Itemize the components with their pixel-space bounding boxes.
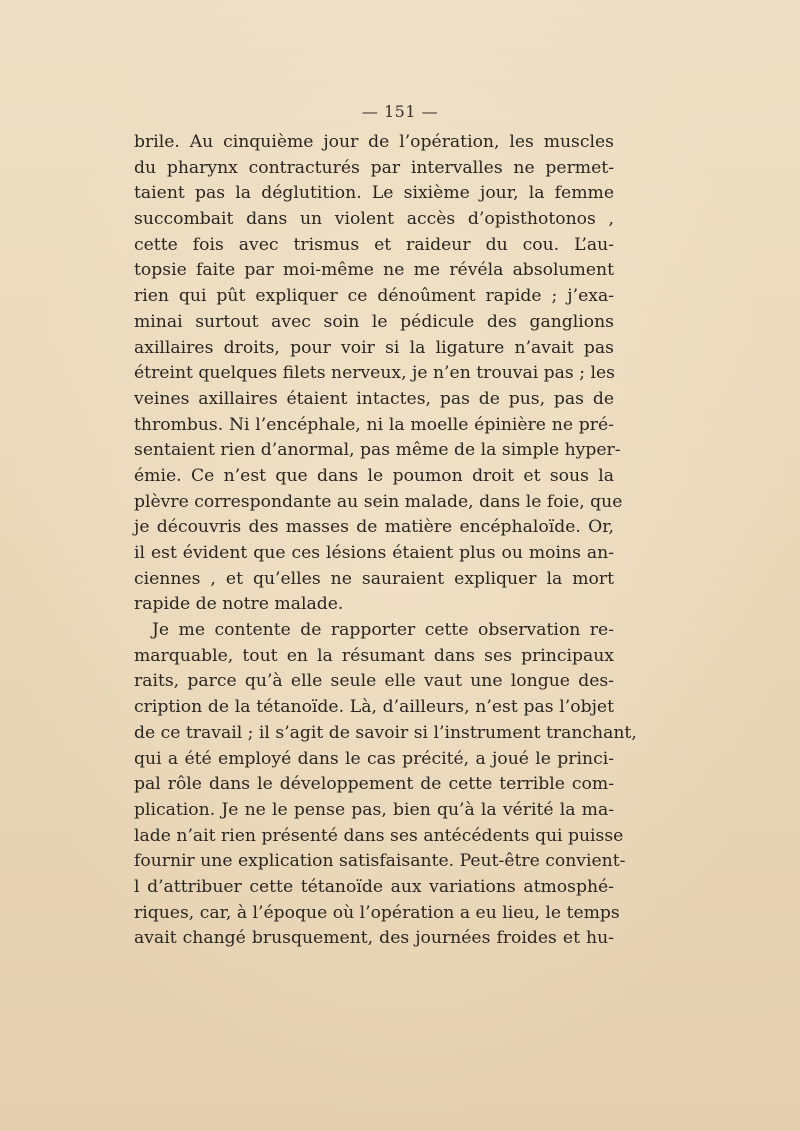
text-line: riques, car, à l’époque où l’opération a eu lieu, le temps (134, 902, 620, 923)
text-line: lade n’ait rien présenté dans ses antécédents qui puisse (134, 825, 624, 846)
text-line: rien qui pût expliquer ce dénoûment rapide ; j’exa- (134, 286, 614, 307)
text-line: ciennes , et qu’elles ne sauraient expliquer la mort (134, 568, 614, 589)
text-line: brile. Au cinquième jour de l’opération, les muscles (134, 132, 614, 152)
text-line: taient pas la déglutition. Le sixième jour, la femme (134, 183, 614, 204)
text-line: cette fois avec trismus et raideur du cou. L’au- (134, 234, 614, 255)
text-line: plèvre correspondante au sein malade, dans le foie, que (134, 491, 623, 512)
text-line: avait changé brusquement, des journées froides et hu- (134, 928, 614, 949)
page-number: — 151 — (361, 102, 439, 121)
text-line: émie. Ce n’est que dans le poumon droit et sous la (134, 465, 614, 486)
text-line: axillaires droits, pour voir si la ligature n’avait pas (134, 337, 614, 358)
text-line: de ce travail ; il s’agit de savoir si l’instrument tranchant, (134, 722, 637, 743)
text-line: Je me contente de rapporter cette observation re- (152, 620, 614, 641)
text-line: thrombus. Ni l’encéphale, ni la moelle épinière ne pré- (134, 414, 614, 435)
text-line: rapide de notre malade. (134, 594, 344, 615)
text-line: cription de la tétanoïde. Là, d’ailleurs, n’est pas l’objet (134, 697, 614, 718)
text-line: minai surtout avec soin le pédicule des ganglions (134, 311, 614, 332)
text-line: pal rôle dans le développement de cette terrible com- (134, 774, 614, 795)
text-line: raits, parce qu’à elle seule elle vaut une longue des- (134, 671, 614, 692)
text-line: marquable, tout en la résumant dans ses principaux (134, 645, 614, 666)
text-line: du pharynx contracturés par intervalles ne permet- (134, 157, 614, 178)
text-line: il est évident que ces lésions étaient plus ou moins an- (134, 543, 614, 563)
text-line: succombait dans un violent accès d’opisthotonos , (134, 209, 614, 230)
text-line: je découvris des masses de matière encéphaloïde. Or, (134, 517, 614, 538)
text-line: étreint quelques filets nerveux, je n’en trouvai pas ; les (134, 363, 615, 384)
text-line: l d’attribuer cette tétanoïde aux variations atmosphé- (134, 876, 614, 897)
body-text (134, 130, 637, 952)
text-line: qui a été employé dans le cas précité, a joué le princi- (134, 748, 614, 769)
text-line: veines axillaires étaient intactes, pas de pus, pas de (134, 388, 614, 409)
text-line: fournir une explication satisfaisante. Peut-être convient- (134, 851, 626, 872)
text-line: plication. Je ne le pense pas, bien qu’à la vérité la ma- (134, 799, 614, 820)
text-line: sentaient rien d’anormal, pas même de la simple hyper- (134, 440, 621, 461)
text-line: topsie faite par moi-même ne me révéla absolument (134, 260, 614, 281)
